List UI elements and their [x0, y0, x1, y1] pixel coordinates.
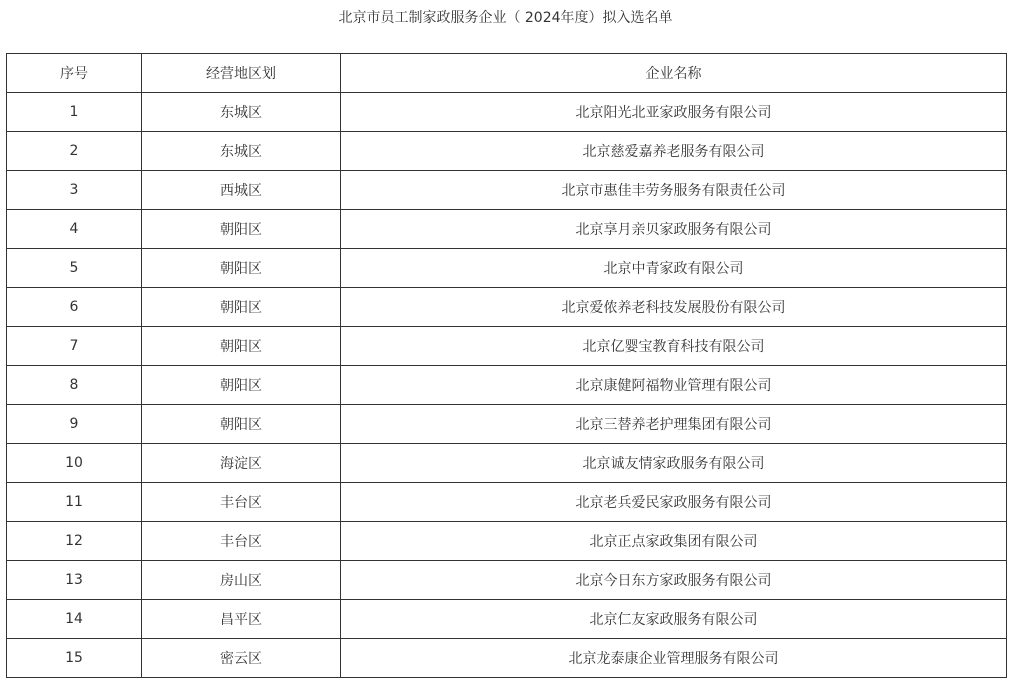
table-header-row	[7, 54, 1007, 93]
row-index: 10	[7, 444, 142, 483]
row-district: 朝阳区	[142, 366, 341, 405]
table-row	[7, 171, 1007, 210]
column-header-company-name: 企业名称	[341, 54, 1007, 93]
company-list-table	[6, 53, 1007, 678]
row-district: 东城区	[142, 132, 341, 171]
row-index: 4	[7, 210, 142, 249]
row-index: 1	[7, 93, 142, 132]
row-company-name: 北京爱侬养老科技发展股份有限公司	[341, 288, 1007, 327]
row-district: 朝阳区	[142, 249, 341, 288]
row-district: 朝阳区	[142, 288, 341, 327]
row-company-name: 北京今日东方家政服务有限公司	[341, 561, 1007, 600]
row-district: 丰台区	[142, 483, 341, 522]
row-company-name: 北京诚友情家政服务有限公司	[341, 444, 1007, 483]
table-row	[7, 132, 1007, 171]
row-district: 密云区	[142, 639, 341, 678]
table-row	[7, 288, 1007, 327]
row-index: 6	[7, 288, 142, 327]
row-company-name: 北京正点家政集团有限公司	[341, 522, 1007, 561]
table-row	[7, 210, 1007, 249]
table-row	[7, 405, 1007, 444]
row-district: 房山区	[142, 561, 341, 600]
row-district: 西城区	[142, 171, 341, 210]
row-district: 朝阳区	[142, 405, 341, 444]
column-header-district: 经营地区划	[142, 54, 341, 93]
table-row	[7, 327, 1007, 366]
row-index: 5	[7, 249, 142, 288]
row-company-name: 北京亿婴宝教育科技有限公司	[341, 327, 1007, 366]
row-district: 昌平区	[142, 600, 341, 639]
row-company-name: 北京中青家政有限公司	[341, 249, 1007, 288]
row-index: 9	[7, 405, 142, 444]
row-company-name: 北京慈爱嘉养老服务有限公司	[341, 132, 1007, 171]
table-row	[7, 561, 1007, 600]
row-index: 2	[7, 132, 142, 171]
table-row	[7, 366, 1007, 405]
row-index: 14	[7, 600, 142, 639]
column-header-index: 序号	[7, 54, 142, 93]
table-row	[7, 639, 1007, 678]
row-company-name: 北京康健阿福物业管理有限公司	[341, 366, 1007, 405]
row-company-name: 北京阳光北亚家政服务有限公司	[341, 93, 1007, 132]
table-row	[7, 483, 1007, 522]
row-company-name: 北京仁友家政服务有限公司	[341, 600, 1007, 639]
table-row	[7, 600, 1007, 639]
row-index: 12	[7, 522, 142, 561]
table-row	[7, 249, 1007, 288]
row-district: 朝阳区	[142, 327, 341, 366]
row-index: 7	[7, 327, 142, 366]
row-index: 15	[7, 639, 142, 678]
row-district: 朝阳区	[142, 210, 341, 249]
row-index: 11	[7, 483, 142, 522]
row-company-name: 北京龙泰康企业管理服务有限公司	[341, 639, 1007, 678]
table-row	[7, 522, 1007, 561]
row-company-name: 北京三替养老护理集团有限公司	[341, 405, 1007, 444]
table-row	[7, 93, 1007, 132]
document-title: 北京市员工制家政服务企业（ 2024年度）拟入选名单	[338, 10, 673, 26]
row-company-name: 北京市惠佳丰劳务服务有限责任公司	[341, 171, 1007, 210]
row-index: 8	[7, 366, 142, 405]
row-district: 海淀区	[142, 444, 341, 483]
row-district: 东城区	[142, 93, 341, 132]
row-index: 13	[7, 561, 142, 600]
row-index: 3	[7, 171, 142, 210]
table-row	[7, 444, 1007, 483]
row-district: 丰台区	[142, 522, 341, 561]
row-company-name: 北京享月亲贝家政服务有限公司	[341, 210, 1007, 249]
row-company-name: 北京老兵爱民家政服务有限公司	[341, 483, 1007, 522]
